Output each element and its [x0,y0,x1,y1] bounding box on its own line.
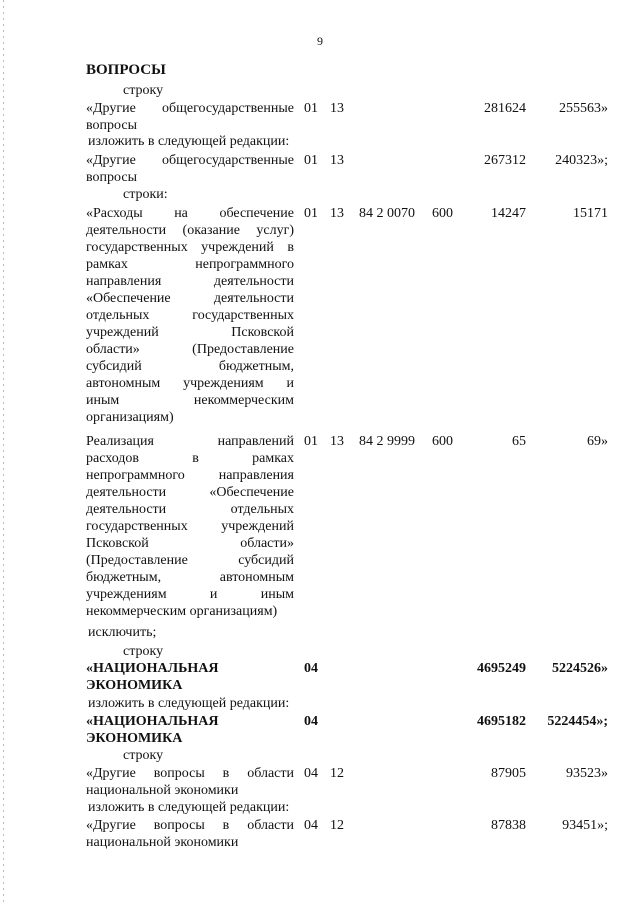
row-name-line: отдельных государственных [86,308,294,323]
pr-cell: 12 [330,766,344,781]
sum2-cell: 5224526» [552,661,608,676]
page-number: 9 [317,34,323,48]
row-name-line: организациям) [86,410,174,425]
section-heading: ВОПРОСЫ [86,62,166,78]
row-name-line: субсидий бюджетным, [86,359,294,374]
scan-edge [3,0,4,905]
instruction-text: исключить; [88,625,157,640]
row-name-line: ЭКОНОМИКА [86,678,183,693]
row-name-line: «Другие общегосударственные [86,153,294,168]
rz-cell: 01 [304,153,318,168]
row-name [86,433,294,620]
row-name [86,713,294,747]
row-name [86,100,294,134]
instruction-text: изложить в следующей редакции: [88,800,290,815]
row-name-line: «Другие вопросы в области [86,818,294,833]
row-name-line: области» (Предоставление [86,342,294,357]
row-name-line: учреждений Псковской [86,325,294,340]
instruction-text: строку [123,83,164,98]
instruction-text: строку [123,748,164,763]
row-name-line: деятельности «Обеспечение [86,485,294,500]
sum2-cell: 255563» [559,101,608,116]
row-name-line: деятельности (оказание услуг) [86,223,294,238]
pr-cell: 13 [330,153,344,168]
row-name-line: «Расходы на обеспечение [86,206,294,221]
row-name-line: «НАЦИОНАЛЬНАЯ [86,661,219,676]
sum2-cell: 93451»; [562,818,608,833]
sum2-cell: 240323»; [555,153,608,168]
sum1-cell: 281624 [484,101,526,116]
rz-cell: 04 [304,714,318,729]
row-name [86,660,294,694]
rz-cell: 01 [304,206,318,221]
row-name-line: Псковской области» [86,536,294,551]
sum1-cell: 87905 [491,766,526,781]
row-name [86,765,294,799]
row-name-line: непрограммного направления [86,468,294,483]
row-name-line: государственных учреждений [86,519,294,534]
csr-cell: 84 2 0070 [359,206,415,221]
vr-cell: 600 [432,434,453,449]
instruction-text: строку [123,644,164,659]
instruction-text: строки: [123,187,168,202]
row-name-line: национальной экономики [86,783,239,798]
row-name-line: национальной экономики [86,835,239,850]
row-name-line: «Обеспечение деятельности [86,291,294,306]
pr-cell: 12 [330,818,344,833]
row-name-line: Реализация направлений [86,434,294,449]
row-name-line: бюджетным, автономным [86,570,294,585]
row-name-line: учреждениям и иным [86,587,294,602]
pr-cell: 13 [330,434,344,449]
row-name-line: «Другие общегосударственные [86,101,294,116]
row-name-line: ЭКОНОМИКА [86,731,183,746]
rz-cell: 04 [304,818,318,833]
sum1-cell: 14247 [491,206,526,221]
rz-cell: 01 [304,434,318,449]
instruction-text: изложить в следующей редакции: [88,696,290,711]
rz-cell: 04 [304,766,318,781]
row-name-line: иным некоммерческим [86,393,294,408]
row-name-line: «НАЦИОНАЛЬНАЯ [86,714,219,729]
sum1-cell: 4695182 [477,714,526,729]
sum2-cell: 69» [587,434,608,449]
row-name [86,205,294,426]
row-name [86,817,294,851]
pr-cell: 13 [330,101,344,116]
row-name-line: некоммерческим организациям) [86,604,278,619]
row-name-line: направления деятельности [86,274,294,289]
sum1-cell: 267312 [484,153,526,168]
rz-cell: 01 [304,101,318,116]
row-name-line: деятельности отдельных [86,502,294,517]
csr-cell: 84 2 9999 [359,434,415,449]
row-name [86,152,294,186]
sum1-cell: 65 [512,434,526,449]
row-name-line: расходов в рамках [86,451,294,466]
sum1-cell: 87838 [491,818,526,833]
rz-cell: 04 [304,661,318,676]
pr-cell: 13 [330,206,344,221]
sum2-cell: 15171 [573,206,608,221]
sum2-cell: 5224454»; [547,714,608,729]
sum1-cell: 4695249 [477,661,526,676]
row-name-line: вопросы [86,118,137,133]
instruction-text: изложить в следующей редакции: [88,134,290,149]
row-name-line: вопросы [86,170,137,185]
row-name-line: автономным учреждениям и [86,376,294,391]
sum2-cell: 93523» [566,766,608,781]
row-name-line: «Другие вопросы в области [86,766,294,781]
vr-cell: 600 [432,206,453,221]
row-name-line: (Предоставление субсидий [86,553,294,568]
row-name-line: рамках непрограммного [86,257,294,272]
row-name-line: государственных учреждений в [86,240,294,255]
